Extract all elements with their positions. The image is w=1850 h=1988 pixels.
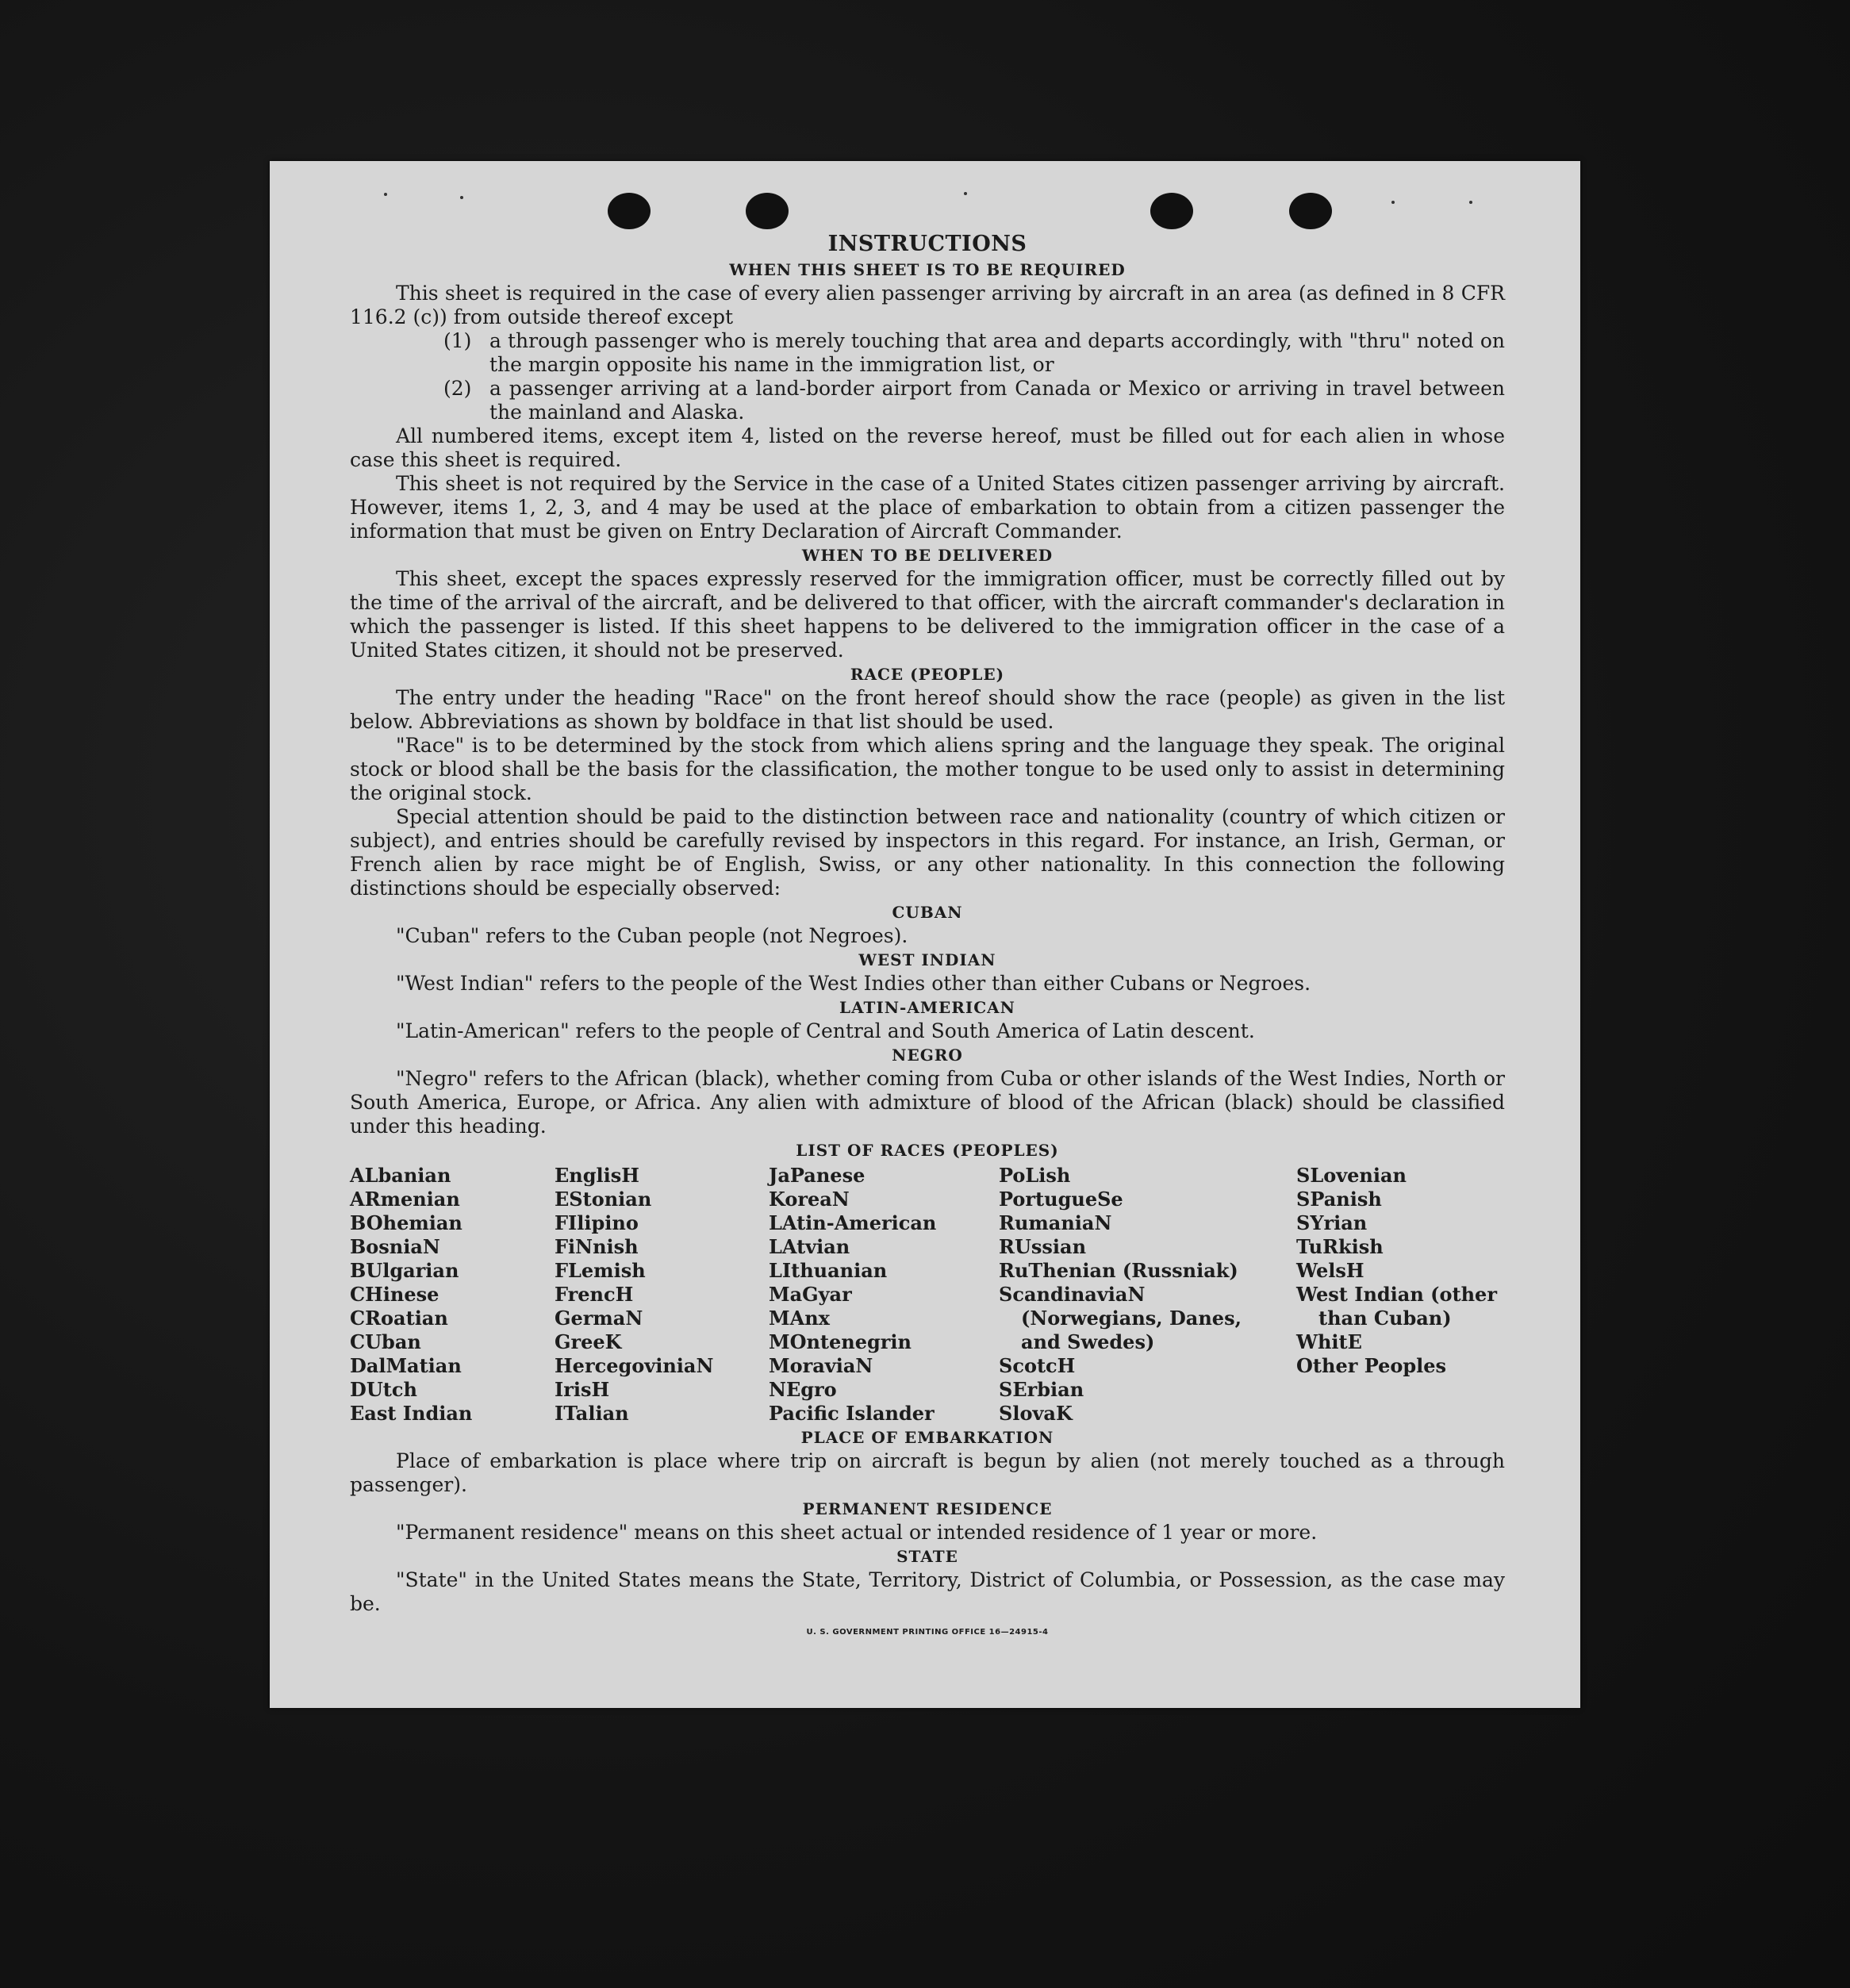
scan-speck bbox=[460, 196, 463, 199]
list-item bbox=[350, 377, 1505, 424]
paragraph: "State" in the United States means the State, Territory, District of Columbia, or Possession, as the case may be. bbox=[350, 1568, 1505, 1615]
race-entry: MaGyar bbox=[769, 1283, 852, 1306]
race-entry: West Indian (other than Cuban) bbox=[1296, 1283, 1497, 1330]
document-page bbox=[270, 161, 1580, 1708]
paragraph: This sheet is not required by the Service in the case of a United States citizen passenger arriving by aircraft. However, items 1, 2, 3, and 4 may be used at the place of embarkation to obtain from a citizen passenger the information that must be given on Entry Declaration of Aircraft Commander. bbox=[350, 472, 1505, 543]
section-heading: STATE bbox=[896, 1547, 958, 1566]
race-entry: GermaN bbox=[555, 1307, 643, 1330]
section-heading: CUBAN bbox=[892, 903, 963, 922]
instructions-content bbox=[350, 231, 1505, 1645]
race-entry: NEgro bbox=[769, 1378, 837, 1401]
punch-hole bbox=[1289, 193, 1332, 229]
race-list-column bbox=[555, 1164, 769, 1426]
paragraph: "Cuban" refers to the Cuban people (not Negroes). bbox=[396, 924, 908, 947]
race-entry: MAnx bbox=[769, 1307, 830, 1330]
paragraph: "Race" is to be determined by the stock from which aliens spring and the language they speak. The original stock or blood shall be the basis for the classification, the mother tongue to be used only to assist in determining the original stock. bbox=[350, 734, 1505, 804]
section-heading: RACE (PEOPLE) bbox=[850, 665, 1005, 684]
paragraph: This sheet, except the spaces expressly reserved for the immigration officer, must be correctly filled out by the time of the arrival of the aircraft, and be delivered to that officer, with the aircraft commander's declaration in which the passenger is listed. If this sheet happens to be delivered to the immigration officer in the case of a United States citizen, it should not be preserved. bbox=[350, 567, 1505, 662]
race-entry: EnglisH bbox=[555, 1164, 639, 1187]
race-entry: BUlgarian bbox=[350, 1259, 459, 1282]
race-entry: RumaniaN bbox=[999, 1211, 1112, 1234]
race-entry: BOhemian bbox=[350, 1211, 462, 1234]
race-entry: DUtch bbox=[350, 1378, 417, 1401]
paragraph: This sheet is required in the case of every alien passenger arriving by aircraft in an area (as defined in 8 CFR 116.2 (c)) from outside thereof except bbox=[350, 282, 1505, 328]
section-heading: LATIN-AMERICAN bbox=[839, 998, 1015, 1017]
race-entry: SLovenian bbox=[1296, 1164, 1407, 1187]
scan-speck bbox=[964, 192, 967, 195]
scan-speck bbox=[384, 193, 387, 196]
section-heading: PERMANENT RESIDENCE bbox=[802, 1499, 1053, 1518]
race-entry: SErbian bbox=[999, 1378, 1084, 1401]
item-number: (2) bbox=[443, 377, 472, 400]
punch-hole bbox=[1150, 193, 1193, 229]
paragraph: "Negro" refers to the African (black), whether coming from Cuba or other islands of the West Indies, North or South America, Europe, or Africa. Any alien with admixture of blood of the African (black) should be classified under this heading. bbox=[350, 1067, 1505, 1138]
paragraph: Special attention should be paid to the distinction between race and nationality (country of which citizen or subject), and entries should be carefully revised by inspectors in this regard. For instance, an Irish, German, or French alien by race might be of English, Swiss, or any other nationality. In this connection the following distinctions should be especially observed: bbox=[350, 805, 1505, 900]
paragraph: "West Indian" refers to the people of the West Indies other than either Cubans or Negroes. bbox=[396, 972, 1311, 995]
race-entry: GreeK bbox=[555, 1330, 622, 1353]
scan-speck bbox=[1391, 201, 1395, 204]
race-list-column bbox=[769, 1164, 999, 1426]
race-entry: EStonian bbox=[555, 1188, 652, 1211]
race-entry: RuThenian (Russniak) bbox=[999, 1259, 1238, 1282]
race-entry: CUban bbox=[350, 1330, 421, 1353]
race-entry: ScandinaviaN (Norwegians, Danes, and Swedes) bbox=[999, 1283, 1242, 1353]
race-entry: East Indian bbox=[350, 1402, 473, 1425]
section-heading: WHEN TO BE DELIVERED bbox=[801, 546, 1054, 565]
race-list-column bbox=[1296, 1164, 1505, 1426]
race-entry: WelsH bbox=[1296, 1259, 1364, 1282]
race-entry: SlovaK bbox=[999, 1402, 1073, 1425]
race-entry: PortugueSe bbox=[999, 1188, 1123, 1211]
race-entry: WhitE bbox=[1296, 1330, 1362, 1353]
race-entry: SPanish bbox=[1296, 1188, 1382, 1211]
race-entry: FIlipino bbox=[555, 1211, 639, 1234]
race-entry: JaPanese bbox=[769, 1164, 866, 1187]
list-item bbox=[350, 329, 1505, 377]
race-entry: FiNnish bbox=[555, 1235, 639, 1258]
race-list-column bbox=[350, 1164, 555, 1426]
race-entry: ALbanian bbox=[350, 1164, 451, 1187]
section-heading: NEGRO bbox=[892, 1046, 963, 1065]
race-entry: CHinese bbox=[350, 1283, 439, 1306]
paragraph: The entry under the heading "Race" on the front hereof should show the race (people) as given in the list below. Abbreviations as shown by boldface in that list should be used. bbox=[350, 686, 1505, 733]
punch-hole bbox=[746, 193, 789, 229]
item-text: a passenger arriving at a land-border airport from Canada or Mexico or arriving in travel between the mainland and Alaska. bbox=[489, 377, 1505, 424]
race-entry: MoraviaN bbox=[769, 1354, 873, 1377]
race-entry: DalMatian bbox=[350, 1354, 462, 1377]
race-entry: IrisH bbox=[555, 1378, 610, 1401]
race-entry: ScotcH bbox=[999, 1354, 1076, 1377]
race-entry: LAtvian bbox=[769, 1235, 850, 1258]
item-text: a through passenger who is merely touching that area and departs accordingly, with "thru" noted on the margin opposite his name in the immigration list, or bbox=[489, 329, 1505, 376]
race-entry: ITalian bbox=[555, 1402, 629, 1425]
race-entry: ARmenian bbox=[350, 1188, 460, 1211]
race-entry: HercegoviniaN bbox=[555, 1354, 714, 1377]
race-entry: FLemish bbox=[555, 1259, 646, 1282]
scan-speck bbox=[1469, 201, 1472, 204]
section-heading: WEST INDIAN bbox=[858, 950, 996, 969]
section-heading: LIST OF RACES (PEOPLES) bbox=[796, 1141, 1059, 1160]
race-entry: SYrian bbox=[1296, 1211, 1368, 1234]
race-entry: Other Peoples bbox=[1296, 1354, 1447, 1377]
race-entry: FrencH bbox=[555, 1283, 634, 1306]
printer-imprint: U. S. GOVERNMENT PRINTING OFFICE 16—24915-4 bbox=[806, 1628, 1049, 1637]
race-list-column bbox=[999, 1164, 1296, 1426]
paragraph: "Permanent residence" means on this sheet actual or intended residence of 1 year or more. bbox=[396, 1521, 1318, 1544]
race-entry: MOntenegrin bbox=[769, 1330, 912, 1353]
race-entry: TuRkish bbox=[1296, 1235, 1384, 1258]
race-entry: BosniaN bbox=[350, 1235, 440, 1258]
race-list bbox=[350, 1164, 1505, 1426]
punch-hole bbox=[608, 193, 651, 229]
race-entry: CRoatian bbox=[350, 1307, 448, 1330]
race-entry: Pacific Islander bbox=[769, 1402, 935, 1425]
race-entry: LIthuanian bbox=[769, 1259, 888, 1282]
page-title: INSTRUCTIONS bbox=[827, 232, 1027, 256]
race-entry: KoreaN bbox=[769, 1188, 850, 1211]
item-number: (1) bbox=[443, 329, 472, 352]
section-heading: WHEN THIS SHEET IS TO BE REQUIRED bbox=[729, 260, 1126, 279]
paragraph: Place of embarkation is place where trip on aircraft is begun by alien (not merely touched as a through passenger). bbox=[350, 1449, 1505, 1496]
section-heading: PLACE OF EMBARKATION bbox=[800, 1428, 1054, 1447]
race-entry: PoLish bbox=[999, 1164, 1071, 1187]
paragraph: All numbered items, except item 4, listed on the reverse hereof, must be filled out for each alien in whose case this sheet is required. bbox=[350, 424, 1505, 471]
race-entry: LAtin-American bbox=[769, 1211, 937, 1234]
race-entry: RUssian bbox=[999, 1235, 1087, 1258]
paragraph: "Latin-American" refers to the people of Central and South America of Latin descent. bbox=[396, 1019, 1255, 1042]
